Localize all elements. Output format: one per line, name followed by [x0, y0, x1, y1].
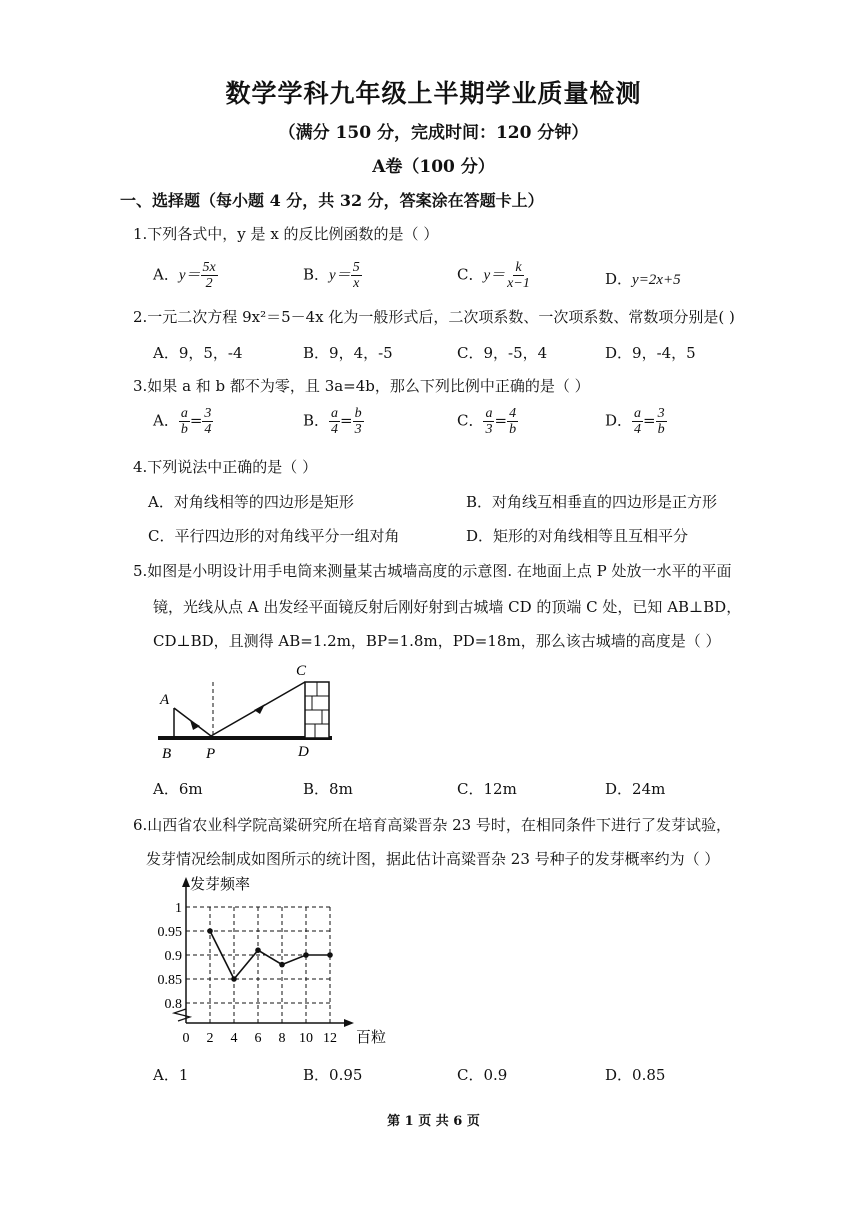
q2-option-a: A．9，5，-4: [153, 344, 243, 362]
y-axis-label: 发芽频率: [190, 877, 251, 893]
question-2-stem: 2.一元二次方程 9x²＝5－4x 化为一般形式后，二次项系数、一次项系数、常数项分别是( ): [133, 308, 735, 326]
q3-option-d: D． $\frac{a}{4}$ = $\frac{3}{b}$: [605, 406, 665, 437]
volume-label: A卷（100 分）: [372, 157, 495, 177]
x-tick-label: 4: [230, 1031, 238, 1046]
label-d: D: [298, 744, 309, 760]
x-tick-label: 12: [323, 1031, 337, 1046]
data-point: [303, 952, 309, 958]
label-p: P: [206, 746, 216, 762]
x-tick-label: 10: [299, 1031, 313, 1046]
arrow-incident: [190, 720, 200, 730]
q1-option-a: A．y＝ $\frac{5x}{2}$: [153, 260, 216, 291]
y-tick-label: 0.8: [164, 997, 182, 1012]
q6-option-c: C．0.9: [457, 1066, 508, 1084]
q5-option-a: A．6m: [153, 780, 203, 798]
q6-option-a: A．1: [153, 1066, 189, 1084]
y-tick-label: 1: [175, 901, 182, 916]
question-6-line1: 6.山西省农业科学院高粱研究所在培育高粱晋杂 23 号时，在相同条件下进行了发芽试验，: [133, 816, 731, 834]
q6-option-b: B．0.95: [303, 1066, 363, 1084]
y-tick-label: 0.9: [164, 949, 182, 964]
q2-option-d: D．9，-4，5: [605, 344, 696, 362]
q4-option-b: B．对角线互相垂直的四边形是正方形: [466, 493, 718, 511]
data-point: [255, 947, 261, 953]
q2-option-b: B．9，4，-5: [303, 344, 393, 362]
label-c: C: [296, 663, 307, 679]
q1-option-d: D．y=2x+5: [605, 270, 681, 288]
mirror-diagram: [150, 658, 340, 768]
question-1-stem: 1.下列各式中，y 是 x 的反比例函数的是（ ）: [133, 225, 439, 243]
x-tick-label: 8: [278, 1031, 286, 1046]
germination-chart: [150, 875, 400, 1050]
x-tick-label: 6: [254, 1031, 262, 1046]
q1-option-c: C．y＝ $\frac{k}{x-1}$: [457, 260, 530, 291]
data-point: [207, 928, 213, 934]
page-title: 数学学科九年级上半期学业质量检测: [225, 79, 642, 108]
question-6-line2: 发芽情况绘制成如图所示的统计图，据此估计高粱晋杂 23 号种子的发芽概率约为（ ）: [146, 850, 720, 868]
x-axis-label: 百粒: [356, 1030, 387, 1046]
label-a: A: [160, 692, 170, 708]
q1-option-b: B．y＝ $\frac{5}{x}$: [303, 260, 360, 291]
question-5-line3: CD⊥BD，且测得 AB=1.2m，BP=1.8m，PD=18m，那么该古城墙的高度是（ ）: [153, 632, 721, 650]
data-point: [231, 976, 237, 982]
q4-option-d: D．矩形的对角线相等且互相平分: [466, 527, 689, 545]
x-tick-label: 0: [182, 1031, 190, 1046]
y-tick-label: 0.95: [157, 925, 182, 940]
q6-option-d: D．0.85: [605, 1066, 666, 1084]
q5-option-d: D．24m: [605, 780, 666, 798]
question-5-line2: 镜，光线从点 A 出发经平面镜反射后刚好射到古城墙 CD 的顶端 C 处，已知 AB⊥BD，: [153, 598, 742, 616]
q2-option-c: C．9，-5，4: [457, 344, 548, 362]
data-point: [279, 962, 285, 968]
q4-option-c: C．平行四边形的对角线平分一组对角: [148, 527, 400, 545]
label-b: B: [162, 746, 172, 762]
page-footer: 第 1 页 共 6 页: [387, 1114, 480, 1129]
question-3-stem: 3.如果 a 和 b 都不为零，且 3a=4b，那么下列比例中正确的是（ ）: [133, 377, 590, 395]
question-5-line1: 5.如图是小明设计用手电筒来测量某古城墙高度的示意图. 在地面上点 P 处放一水平的平面: [133, 562, 732, 580]
question-4-stem: 4.下列说法中正确的是（ ）: [133, 458, 318, 476]
q5-option-b: B．8m: [303, 780, 353, 798]
y-tick-label: 0.85: [157, 973, 182, 988]
q3-option-b: B． $\frac{a}{4}$ = $\frac{b}{3}$: [303, 406, 362, 437]
x-tick-label: 2: [206, 1031, 214, 1046]
q3-option-a: A． $\frac{a}{b}$ = $\frac{3}{4}$: [153, 406, 212, 437]
q4-option-a: A．对角线相等的四边形是矩形: [148, 493, 354, 511]
data-point: [327, 952, 333, 958]
q3-option-c: C． $\frac{a}{3}$ = $\frac{4}{b}$: [457, 406, 517, 437]
exam-info: （满分 150 分，完成时间：120 分钟）: [278, 123, 589, 143]
arrow-reflected: [254, 704, 265, 714]
q5-option-c: C．12m: [457, 780, 517, 798]
section-heading: 一、选择题（每小题 4 分，共 32 分，答案涂在答题卡上）: [120, 191, 544, 210]
